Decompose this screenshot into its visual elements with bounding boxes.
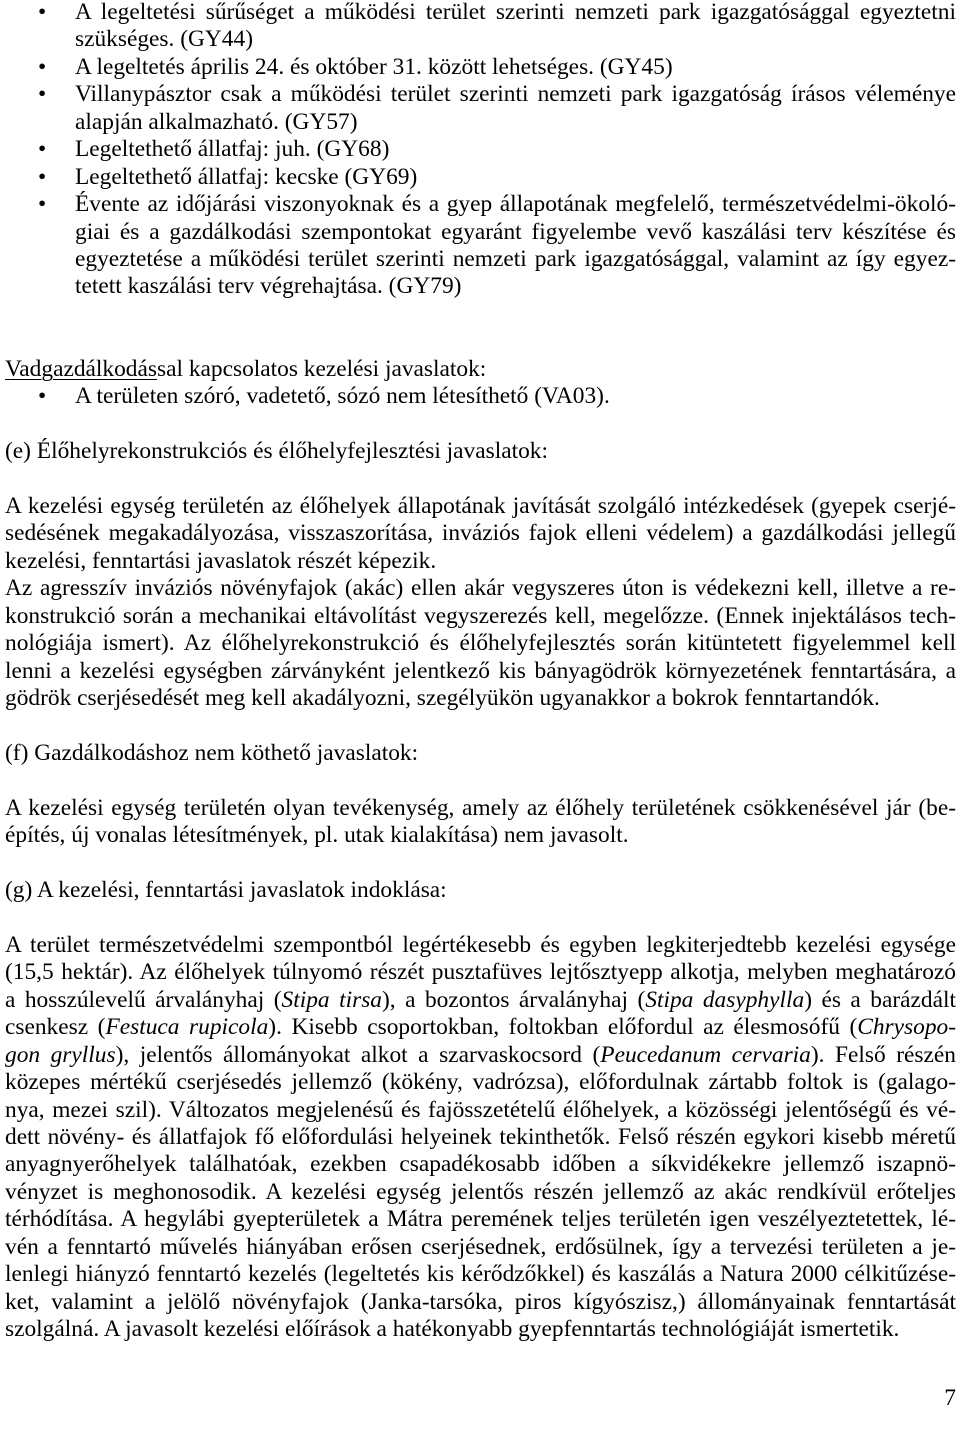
species-name: Peucedanum cervaria [600,1041,811,1068]
paragraph [5,795,956,850]
list-item [5,164,956,191]
text-line: tetett kaszálási terv végrehajtása. (GY79) [75,273,462,300]
text-segment: ). Felső részén [810,1041,956,1068]
bullet-icon: • [38,191,47,218]
text-line: A terület természetvédelmi szempontból legértékesebb és egyben legkiterjedtebb kezelési egysége [5,931,956,958]
text-line: Villanypásztor csak a működési terület szerinti nemzeti park igazgatóság írásos véleménye [75,81,956,108]
text-line: gödrök cserjésedését meg kell akadályozni, szegélyükön ugyanakkor a bokrok fenntartandók. [5,684,880,711]
section-heading-f: (f) Gazdálkodáshoz nem köthető javaslatok: [5,739,419,766]
page-number: 7 [944,1385,956,1411]
text-line: nológiája ismert). Az élőhelyrekonstrukció és élőhelyfejlesztés során kitüntetett figyelemmel kell [5,630,956,657]
species-name: Festuca rupicola [105,1014,269,1041]
bullet-icon: • [38,136,47,163]
wildlife-heading [5,356,956,383]
text-line: térhódítása. A hegylábi gyepterületek a Mátra peremének teljes területén igen veszélyeztetettek, lé- [5,1206,956,1233]
species-name: Stipa dasyphylla [645,986,805,1013]
species-name: gon gryllus [5,1041,116,1068]
section-g [5,877,956,1343]
section-f [5,740,956,850]
wildlife-section [5,356,956,411]
section-e [5,438,956,712]
text-line: Legeltethető állatfaj: juh. (GY68) [75,136,390,163]
text-segment: ), jelentős állományokat alkot a szarvaskocsord ( [115,1041,601,1068]
bullet-icon: • [38,0,47,25]
text-line: konstrukció során a mechanikai eltávolítást vegyszerezés kell, megelőzze. (Ennek injektálásos tech- [5,602,956,629]
text-line: szolgálná. A javasolt kezelési előírások a hatékonyabb gyepfenntartás technológiáját ismertetik. [5,1316,900,1343]
paragraph [5,575,956,712]
bullet-icon: • [38,81,47,108]
paragraph [5,932,956,1344]
text-line: A legeltetés április 24. és október 31. között lehetséges. (GY45) [75,53,673,80]
text-line: egyeztetése a működési terület szerinti nemzeti park igazgatósággal, valamint az így egyez- [75,245,956,272]
text-line: A területen szóró, vadetető, sózó nem létesíthető (VA03). [75,383,610,410]
text-line: A legeltetési sűrűséget a működési terület szerinti nemzeti park igazgatósággal egyeztetni [75,0,956,25]
text-line: dett növény- és állatfajok fő előfordulási helyeinek tekinthetők. Felső részén egykori kisebb méretű [5,1123,956,1150]
text-line: Legeltethető állatfaj: kecske (GY69) [75,163,418,190]
text-line: A kezelési egység területén olyan tevékenység, amely az élőhely területének csökkenésével jár (be- [5,794,956,821]
text-line [5,987,956,1014]
paragraph [5,493,956,575]
text-line [5,1014,956,1041]
wildlife-rules-list [5,383,956,410]
list-item [5,81,956,136]
text-line: giai és a gazdálkodási szempontokat egyaránt figyelembe vevő kaszálási terv készítése és [75,218,956,245]
text-segment: csenkesz ( [5,1014,106,1041]
text-line: szükséges. (GY44) [75,26,253,53]
bullet-icon: • [38,383,47,410]
list-item [5,383,956,410]
text-line: közepes mértékű cserjésedés jellemző (kökény, vadrózsa), előfordulnak zártabb foltok is (galago- [5,1069,956,1096]
heading-text: sal kapcsolatos kezelési javaslatok: [156,355,487,382]
text-line: kezelési, fenntartási javaslatok részét képezik. [5,547,437,574]
text-line: nya, mezei szil). Változatos megjelenésű és fajösszetételű élőhelyek, a közösségi jelentőségű és vé- [5,1096,956,1123]
text-line: sedésének megakadályozása, visszaszorítása, inváziós fajok elleni védelem) a gazdálkodási jellegű [5,520,956,547]
species-name: Chrysopo- [857,1014,957,1041]
text-line: alapján alkalmazható. (GY57) [75,108,358,135]
text-line: A kezelési egység területén az élőhelyek állapotának javítását szolgáló intézkedések (gyepek cserjé- [5,492,956,519]
text-line: (15,5 hektár). Az élőhelyek túlnyomó részét pusztafüves lejtősztyepp alkotja, melyben meghatározó [5,959,956,986]
text-line: vényzet is meghonosodik. A kezelési egység jelentős részén jellemző az akác rendkívül erőteljes [5,1178,956,1205]
text-line: lenni a kezelési egységben zárványként jelentkező kis bányagödrök környezetének fenntartására, a [5,657,956,684]
text-line: anyagnyerőhelyek találhatóak, ezekben csapadékosabb időben a síkvidékekre jellemző iszapnö- [5,1151,956,1178]
species-name: Stipa tirsa [281,986,382,1013]
grazing-rules-list [5,0,956,301]
bullet-icon: • [38,53,47,80]
text-line: vén a fenntartó művelés hiányában erősen cserjésednek, erdősülnek, így a tervezési területen a je- [5,1233,956,1260]
list-item [5,136,956,163]
text-line: ket, valamint a jelölő növényfajok (Janka-tarsóka, piros kígyószisz,) állományainak fenntartását [5,1288,956,1315]
heading-underlined-text: Vadgazdálkodás [5,355,157,382]
text-line: építés, új vonalas létesítmények, pl. utak kialakítása) nem javasolt. [5,822,629,849]
text-line: Évente az időjárási viszonyoknak és a gyep állapotának megfelelő, természetvédelmi-ökoló- [75,191,956,218]
text-segment: a hosszúlevelű árvalányhaj ( [5,986,282,1013]
section-heading-e: (e) Élőhelyrekonstrukciós és élőhelyfejlesztési javaslatok: [5,438,548,465]
text-segment: ), a bozontos árvalányhaj ( [382,986,646,1013]
bullet-icon: • [38,163,47,190]
text-line [5,1042,956,1069]
document-page [5,0,956,1343]
list-item [5,54,956,81]
list-item [5,191,956,301]
text-line: Az agresszív inváziós növényfajok (akác) ellen akár vegyszeres úton is védekezni kell, illetve a re- [5,575,956,602]
text-line: lenlegi hiányzó fenntartó kezelés (legeltetés kis kérődzőkkel) és kaszálás a Natura 2000 célkitűzése- [5,1261,956,1288]
text-segment: ). Kisebb csoportokban, foltokban előfordul az élesmosófű ( [268,1014,858,1041]
list-item [5,0,956,54]
text-segment: ) és a barázdált [804,986,956,1013]
section-heading-g: (g) A kezelési, fenntartási javaslatok indoklása: [5,877,447,904]
